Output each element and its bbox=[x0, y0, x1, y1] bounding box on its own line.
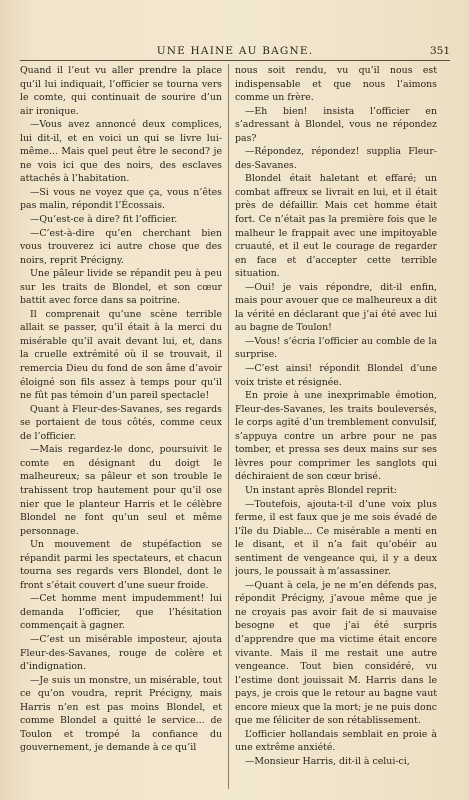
paragraph: —Eh bien! insista l’officier en s’adressant à Blondel, vous ne répondez pas? bbox=[235, 105, 437, 144]
paragraph: —Vous! s’écria l’officier au comble de la surprise. bbox=[235, 335, 437, 361]
paragraph: Quand il l’eut vu aller prendre la place qu’il lui indiquait, l’officier se tourna vers le comte, qui continuait de sourire d’un air ironique. bbox=[20, 65, 222, 117]
paragraph: Une pâleur livide se répandit peu à peu sur les traits de Blondel, et son cœur battit avec force dans sa poitrine. bbox=[20, 268, 222, 307]
paragraph: —Mais regardez-le donc, poursuivit le comte en désignant du doigt le malheureux; sa pâleur et son trouble le trahissent trop hautement pour qu’il ose nier que le planteur Harris et le célèbre Blondel ne font qu’un seul et même personnage. bbox=[20, 444, 222, 537]
paragraph: —Si vous ne voyez que ça, vous n’êtes pas malin, répondit l’Écossais. bbox=[20, 186, 222, 212]
paragraph: —Toutefois, ajouta-t-il d’une voix plus ferme, il est faux que je me sois évadé de l’île du Diable... Ce misérable a menti en le disant, et il n’a fait qu’obéir au sentiment de vengeance qui, il y a deux jours, le poussait à m’assassiner. bbox=[235, 498, 437, 578]
running-title: UNE HAINE AU BAGNE. bbox=[156, 45, 314, 57]
right-column bbox=[235, 64, 437, 794]
column-divider bbox=[228, 64, 229, 789]
paragraph: nous soit rendu, vu qu’il nous est indispensable et que nous l’aimons comme un frère. bbox=[235, 65, 437, 104]
paragraph: —Je suis un monstre, un misérable, tout ce qu’on voudra, reprit Précigny, mais Harris n’en est pas moins Blondel, et comme Blondel a quitté le service... de Toulon et trompé la confiance du gouvernement, je demande à ce qu’il bbox=[20, 674, 222, 754]
paragraph: Blondel était haletant et effaré; un combat affreux se livrait en lui, et il était près de défaillir. Mais cet homme était fort. Ce n’était pas la première fois que le malheur le frappait avec une impitoyable cruauté, et il eut le courage de regarder en face et d’accepter cette terrible situation. bbox=[235, 173, 437, 280]
paragraph: —Vous avez annoncé deux complices, lui dit-il, et en voici un qui se livre lui-même... Mais quel peut être le second? je ne vois ici que des noirs, des esclaves attachés à l’habitation. bbox=[20, 119, 222, 185]
paragraph: Un mouvement de stupéfaction se répandit parmi les spectateurs, et chacun tourna ses regards vers Blondel, dont le front s’était couvert d’une sueur froide. bbox=[20, 539, 222, 591]
paragraph: L’officier hollandais semblait en proie à une extrême anxiété. bbox=[235, 728, 437, 754]
paragraph: —Qu’est-ce à dire? fit l’officier. bbox=[30, 214, 178, 226]
running-head bbox=[20, 44, 450, 58]
left-column bbox=[20, 64, 222, 794]
paragraph: Il comprenait qu’une scène terrible allait se passer, qu’il était à la merci du misérable qu’il avait devant lui, et, dans la cruelle extrémité où il se trouvait, il remercia Dieu du fond de son âme d’avoir éloigné son fils assez à temps pour qu’il ne fût pas témoin d’un pareil spectacle! bbox=[20, 308, 222, 402]
page-number: 351 bbox=[429, 45, 450, 57]
paragraph: —Quant à cela, je ne m’en défends pas, répondit Précigny, j’avoue même que je ne croyais pas avoir fait de si mauvaise besogne et que j’ai été surpris d’apprendre que ma victime était encore vivante. Mais il me restait une autre vengeance. Tout bien considéré, vu l’estime dont jouissait M. Harris dans le pays, je crois que le retour au bagne vaut encore mieux que la mort; je ne puis donc que me féliciter de son rétablissement. bbox=[235, 579, 437, 727]
paragraph: —Oui! je vais répondre, dit-il enfin, mais pour avouer que ce malheureux a dit la vérité en déclarant que j’ai été avec lui au bagne de Toulon! bbox=[235, 281, 437, 334]
paragraph: Un instant après Blondel reprit: bbox=[245, 484, 397, 496]
paragraph: —C’est un misérable imposteur, ajouta Fleur-des-Savanes, rouge de colère et d’indignation. bbox=[20, 633, 222, 673]
paragraph: Quant à Fleur-des-Savanes, ses regards se portaient de tous côtés, comme ceux de l’officier. bbox=[20, 403, 222, 442]
paragraph: —Cet homme ment impudemment! lui demanda l’officier, que l’hésitation commençait à gagner. bbox=[20, 593, 222, 632]
paragraph: En proie à une inexprimable émotion, Fleur-des-Savanes, les traits bouleversés, le corps agité d’un tremblement convulsif, s’appuya contre un arbre pour ne pas tomber, et pressa ses deux mains sur ses lèvres pour comprimer les sanglots qui déchiraient de son cœur brisé. bbox=[235, 390, 437, 483]
header-rule bbox=[20, 60, 450, 61]
paragraph: —Répondez, répondez! supplia Fleur-des-Savanes. bbox=[235, 146, 437, 171]
paragraph: —C’est ainsi! répondit Blondel d’une voix triste et résignée. bbox=[235, 363, 437, 388]
paragraph: —Monsieur Harris, dit-il à celui-ci, bbox=[245, 755, 410, 767]
paragraph: —C’est-à-dire qu’en cherchant bien vous trouverez ici autre chose que des noirs, reprit Précigny. bbox=[20, 227, 222, 266]
